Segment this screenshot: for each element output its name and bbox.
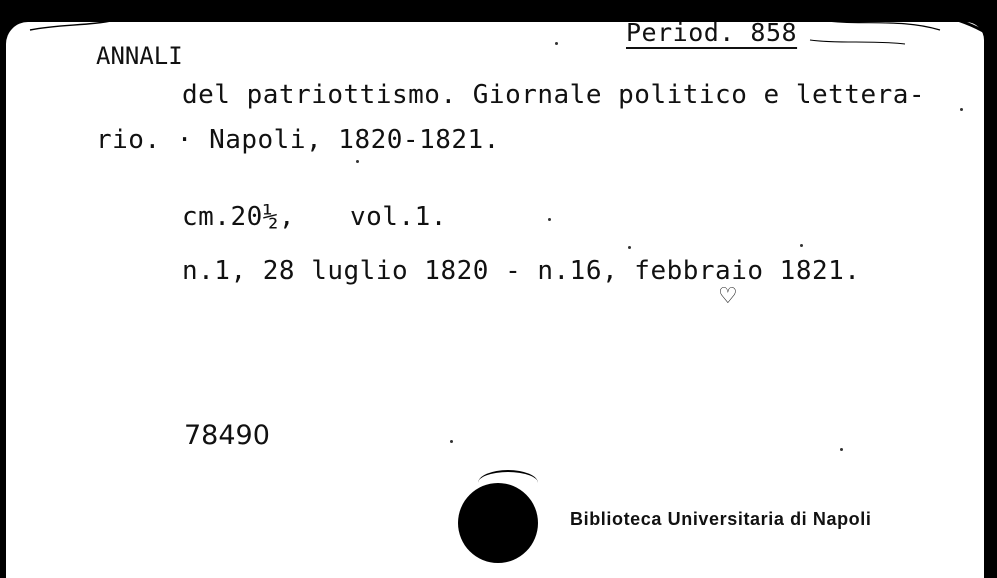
issues: n.1, 28 luglio 1820 - n.16, febbraio 1821.: [182, 256, 861, 286]
dust-dot: [960, 108, 963, 111]
dust-dot: [356, 160, 359, 163]
library-stamp-text: Biblioteca Universitaria di Napoli: [570, 509, 872, 529]
dust-dot: [840, 448, 843, 451]
handwritten-mark-icon: ♡: [718, 284, 738, 309]
inventory-number: 78490: [184, 420, 270, 451]
title-line-1: del patriottismo. Giornale politico e lettera-: [182, 80, 926, 110]
dust-dot: [800, 244, 803, 247]
dust-dot: [555, 42, 558, 45]
dimensions: cm.20½,: [182, 202, 296, 232]
library-stamp-seal-icon: [458, 483, 538, 563]
volumes: vol.1.: [350, 202, 447, 232]
dust-dot: [628, 246, 631, 249]
card-heading: ANNALI: [96, 42, 183, 70]
dust-dot: [548, 218, 551, 221]
dust-dot: [450, 440, 453, 443]
title-line-2: rio. · Napoli, 1820-1821.: [96, 125, 500, 155]
shelfmark: Period. 858: [626, 18, 798, 47]
